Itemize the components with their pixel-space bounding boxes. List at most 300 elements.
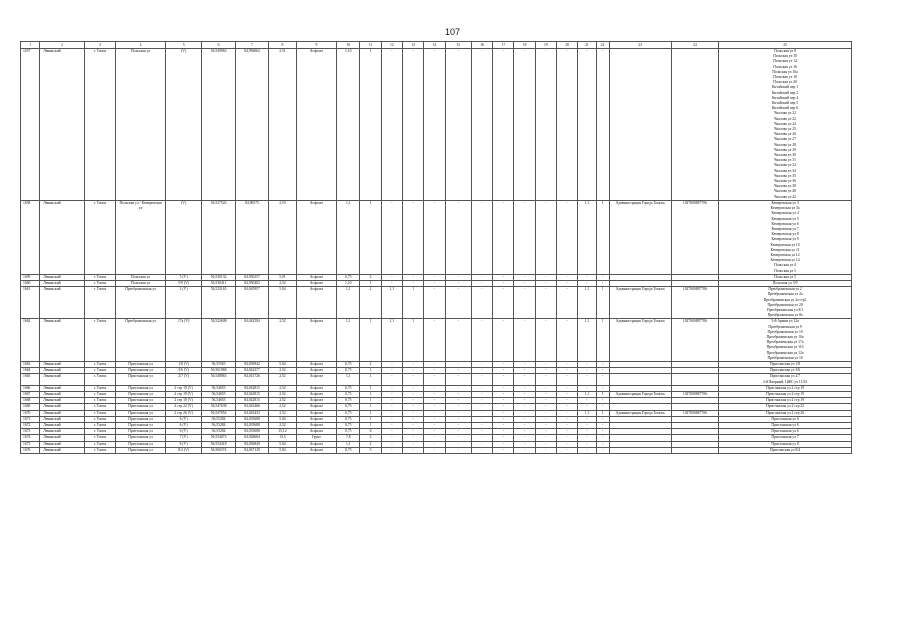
table-cell-col-13: -: [402, 429, 423, 435]
table-cell-col-14: -: [424, 274, 445, 280]
table-cell-col-8: 13,5: [269, 435, 296, 441]
table-cell-col-3: г. Томск: [84, 319, 115, 362]
address-item: Чкалова ул 31: [774, 158, 796, 163]
page-number: 107: [444, 27, 461, 37]
table-cell-col-6: 56,547854: [202, 410, 235, 416]
table-cell-col-5: 17а (V): [165, 319, 201, 362]
table-cell-col-21: -: [578, 435, 596, 441]
table-cell-col-2: Ленинский: [40, 398, 85, 404]
table-cell-col-11: 1: [360, 392, 381, 398]
table-cell-col-9: Асфальт: [296, 392, 337, 398]
table-cell-col-3: г. Томск: [84, 392, 115, 398]
table-cell-col-6: 56,527543: [202, 200, 235, 274]
column-number-20: 20: [557, 42, 578, 49]
table-cell-col-12: -: [381, 410, 402, 416]
table-cell-col-20: -: [557, 441, 578, 447]
table-cell-col-20: -: [557, 404, 578, 410]
table-cell-col-3: г. Томск: [84, 274, 115, 280]
table-cell-col-18: -: [514, 361, 535, 367]
table-cell-col-9: Асфальт: [296, 280, 337, 286]
table-cell-col-19: -: [535, 319, 556, 362]
table-cell-col-2: Ленинский: [40, 280, 85, 286]
table-cell-col-21: -: [578, 416, 596, 422]
table-cell-col-20: -: [557, 49, 578, 201]
column-number-15: 15: [445, 42, 471, 49]
table-cell-col-1: 1669: [21, 404, 40, 410]
column-number-22: 22: [596, 42, 609, 49]
column-number-1: 1: [21, 42, 40, 49]
column-number-8: 8: [269, 42, 296, 49]
table-cell-col-8: 5,01: [269, 274, 296, 280]
table-cell-col-10: 1,1: [337, 319, 360, 362]
table-cell-col-20: -: [557, 200, 578, 274]
table-cell-col-13: -: [402, 274, 423, 280]
table-cell-col-1: 1676: [21, 447, 40, 453]
table-cell-col-22: -: [596, 416, 609, 422]
table-cell-col-3: г. Томск: [84, 435, 115, 441]
address-list: [720, 392, 850, 397]
table-cell-col-22: -: [596, 423, 609, 429]
table-cell-col-10: 0,75: [337, 416, 360, 422]
table-cell-col-22: -: [596, 385, 609, 391]
table-cell-col-13: -: [402, 441, 423, 447]
table-cell-col-20: -: [557, 385, 578, 391]
table-cell-col-18: -: [514, 374, 535, 385]
table-cell-col-7: 84,041726: [235, 374, 268, 385]
table-cell-col-7: 84,042815: [235, 385, 268, 391]
table-cell-col-19: -: [535, 416, 556, 422]
table-cell-col-16: -: [471, 398, 492, 404]
table-cell-col-10: 0,75: [337, 385, 360, 391]
table-cell-col-23: Администрация Города Томска: [609, 200, 671, 274]
table-cell-col-8: 2,52: [269, 423, 296, 429]
table-cell-col-8: 5,04: [269, 441, 296, 447]
address-item: Китайский пер 4: [771, 95, 799, 100]
table-row: [21, 319, 852, 362]
table-cell-col-5: 1/8 (V): [165, 361, 201, 367]
address-item: Преображенская ул 12а: [766, 350, 804, 355]
table-cell-col-18: -: [514, 410, 535, 416]
table-cell-col-25: [719, 200, 852, 274]
table-cell-col-17: -: [493, 274, 514, 280]
table-cell-col-21: -: [578, 429, 596, 435]
address-item: Пристанская ул 7: [771, 435, 799, 440]
address-item: Кемеровская ул 6: [771, 221, 799, 226]
address-list: [720, 281, 850, 286]
table-cell-col-4: Пристанская ул: [116, 398, 166, 404]
table-cell-col-17: -: [493, 392, 514, 398]
table-cell-col-3: г. Томск: [84, 398, 115, 404]
table-cell-col-9: Асфальт: [296, 274, 337, 280]
table-cell-col-19: -: [535, 392, 556, 398]
table-cell-col-13: -: [402, 435, 423, 441]
table-cell-col-2: Ленинский: [40, 441, 85, 447]
table-cell-col-9: Асфальт: [296, 429, 337, 435]
address-item: Преображенская ул 8/1: [766, 307, 804, 312]
address-item: Китайский пер 1: [771, 85, 799, 90]
table-cell-col-13: -: [402, 361, 423, 367]
table-cell-col-17: -: [493, 410, 514, 416]
address-item: Преображенская ул 10а: [766, 334, 804, 339]
table-cell-col-4: Пристанская ул: [116, 361, 166, 367]
table-cell-col-5: (V): [165, 49, 201, 201]
table-cell-col-17: -: [493, 429, 514, 435]
table-cell-col-21: 1,1: [578, 410, 596, 416]
table-cell-col-12: -: [381, 423, 402, 429]
column-number-7: 7: [235, 42, 268, 49]
address-item: Пристанская ул 2 стр 19: [766, 392, 805, 396]
column-number-16: 16: [471, 42, 492, 49]
table-cell-col-25: [719, 374, 852, 385]
table-cell-col-13: -: [402, 392, 423, 398]
table-cell-col-5: 2 стр 19 (V): [165, 385, 201, 391]
table-cell-col-12: -: [381, 416, 402, 422]
table-cell-col-23: [609, 447, 671, 453]
table-row: [21, 374, 852, 385]
table-cell-col-10: 1,1: [337, 374, 360, 385]
table-cell-col-7: 84,035688: [235, 429, 268, 435]
table-cell-col-6: 56,522608: [202, 319, 235, 362]
table-cell-col-20: -: [557, 410, 578, 416]
table-cell-col-3: г. Томск: [84, 361, 115, 367]
table-cell-col-15: -: [445, 49, 471, 201]
table-cell-col-7: 84,047129: [235, 447, 268, 453]
address-item: Пристанская ул 6: [771, 429, 799, 434]
address-list: [720, 417, 850, 422]
address-item: Китайский пер 6: [771, 106, 799, 111]
address-item: Чкалова ул 30: [774, 153, 796, 158]
table-cell-col-14: -: [424, 441, 445, 447]
table-cell-col-25: [719, 447, 852, 453]
table-cell-col-22: 1: [596, 200, 609, 274]
table-cell-col-15: -: [445, 287, 471, 319]
address-item: Кемеровская ул 4: [771, 211, 799, 216]
table-cell-col-4: Пристанская ул: [116, 416, 166, 422]
table-cell-col-9: Асфальт: [296, 361, 337, 367]
address-item: Кемеровская ул 9: [771, 237, 799, 242]
table-cell-col-11: 1: [360, 416, 381, 422]
table-cell-col-3: г. Томск: [84, 423, 115, 429]
table-cell-col-19: -: [535, 398, 556, 404]
table-cell-col-18: -: [514, 368, 535, 374]
table-cell-col-16: -: [471, 385, 492, 391]
table-cell-col-1: 1670: [21, 410, 40, 416]
table-cell-col-5: 5 (V): [165, 274, 201, 280]
table-cell-col-13: -: [402, 368, 423, 374]
table-cell-col-1: 1663: [21, 361, 40, 367]
table-cell-col-21: 1,1: [578, 287, 596, 319]
table-cell-col-21: -: [578, 374, 596, 385]
table-cell-col-2: Ленинский: [40, 368, 85, 374]
table-cell-col-24: 1027000887706: [671, 287, 719, 319]
address-item: Чкалова ул 29: [774, 147, 796, 152]
table-cell-col-18: -: [514, 49, 535, 201]
table-cell-col-9: Асфальт: [296, 200, 337, 274]
table-cell-col-20: -: [557, 374, 578, 385]
table-cell-col-8: 2,51: [269, 49, 296, 201]
table-cell-col-15: -: [445, 441, 471, 447]
table-cell-col-1: 1661: [21, 287, 40, 319]
table-cell-col-8: 2,52: [269, 368, 296, 374]
table-cell-col-11: 2: [360, 435, 381, 441]
address-item: Пристанская ул 2 стр 26: [766, 410, 805, 415]
address-item: Кемеровская ул 14: [770, 258, 800, 263]
table-cell-col-22: -: [596, 404, 609, 410]
table-cell-col-6: 56,530411: [202, 280, 235, 286]
table-cell-col-11: 1: [360, 398, 381, 404]
address-item: Польская ул 5: [774, 268, 797, 273]
table-cell-col-12: -: [381, 398, 402, 404]
table-cell-col-12: -: [381, 49, 402, 201]
address-item: Польская ул 5: [774, 274, 797, 279]
table-cell-col-19: -: [535, 368, 556, 374]
address-list: [720, 386, 850, 391]
table-cell-col-8: 2,52: [269, 319, 296, 362]
table-cell-col-2: Ленинский: [40, 410, 85, 416]
table-cell-col-8: 5,04: [269, 287, 296, 319]
table-cell-col-8: 2,52: [269, 410, 296, 416]
address-item: Китайский пер 5: [771, 101, 799, 106]
table-cell-col-4: Преображенская ул: [116, 319, 166, 362]
address-item: Кемеровская ул 5: [771, 216, 799, 221]
table-cell-col-16: -: [471, 392, 492, 398]
table-cell-col-15: -: [445, 410, 471, 416]
table-cell-col-4: Польская ул: [116, 280, 166, 286]
table-cell-col-14: -: [424, 447, 445, 453]
table-cell-col-7: 84,956062: [235, 49, 268, 201]
table-cell-col-7: 84,039942: [235, 361, 268, 367]
table-cell-col-10: 0,75: [337, 368, 360, 374]
table-cell-col-16: -: [471, 416, 492, 422]
column-number-17: 17: [493, 42, 514, 49]
table-cell-col-21: 1,1: [578, 200, 596, 274]
address-item: Чкалова ул 35: [774, 173, 796, 178]
table-cell-col-8: 2,52: [269, 374, 296, 385]
table-cell-col-23: [609, 49, 671, 201]
table-cell-col-15: -: [445, 280, 471, 286]
table-cell-col-19: -: [535, 287, 556, 319]
address-item: Пристанская ул 2/7: [769, 374, 801, 379]
table-cell-col-20: -: [557, 398, 578, 404]
table-cell-col-16: -: [471, 435, 492, 441]
table-cell-col-18: -: [514, 200, 535, 274]
table-cell-col-13: -: [402, 398, 423, 404]
table-cell-col-20: -: [557, 287, 578, 319]
table-cell-col-9: Асфальт: [296, 441, 337, 447]
table-cell-col-23: Администрация Города Томска: [609, 287, 671, 319]
table-cell-col-7: 84,035688: [235, 416, 268, 422]
table-cell-col-5: 7 (V): [165, 435, 201, 441]
table-cell-col-4: Пристанская ул: [116, 374, 166, 385]
table-cell-col-15: -: [445, 319, 471, 362]
address-list: [720, 368, 850, 373]
table-cell-col-4: Пристанская ул: [116, 423, 166, 429]
table-cell-col-10: 1,1: [337, 441, 360, 447]
table-cell-col-3: г. Томск: [84, 385, 115, 391]
table-cell-col-19: -: [535, 280, 556, 286]
table-cell-col-2: Ленинский: [40, 404, 85, 410]
table-cell-col-13: -: [402, 447, 423, 453]
table-cell-col-24: 1027000887706: [671, 410, 719, 416]
table-cell-col-18: -: [514, 319, 535, 362]
table-cell-col-1: 1666: [21, 385, 40, 391]
table-cell-col-7: 84,042815: [235, 398, 268, 404]
table-cell-col-6: 56,561968: [202, 368, 235, 374]
table-cell-col-4: Пристанская ул: [116, 368, 166, 374]
address-item: Пристанская ул 8: [771, 441, 799, 446]
table-cell-col-12: -: [381, 274, 402, 280]
table-cell-col-13: -: [402, 416, 423, 422]
table-cell-col-14: -: [424, 49, 445, 201]
address-list: [720, 442, 850, 447]
column-number-12: 12: [381, 42, 402, 49]
table-cell-col-5: 2/7 (V): [165, 374, 201, 385]
table-cell-col-9: Асфальт: [296, 416, 337, 422]
table-cell-col-1: 1662: [21, 319, 40, 362]
table-cell-col-6: 56,549963: [202, 49, 235, 201]
table-cell-col-18: -: [514, 441, 535, 447]
table-cell-col-5: 8/4 (V): [165, 447, 201, 453]
address-list: [720, 374, 850, 384]
address-item: Пристанская ул 2 стр 19: [766, 385, 805, 390]
table-cell-col-16: -: [471, 49, 492, 201]
table-cell-col-14: -: [424, 423, 445, 429]
table-cell-col-5: 6 (V): [165, 429, 201, 435]
table-cell-col-11: 2: [360, 287, 381, 319]
column-number-23: 23: [609, 42, 671, 49]
address-item: Польская ул 20: [773, 80, 797, 85]
address-item: Преображенская ул 2а стр1: [763, 297, 807, 302]
table-cell-col-17: -: [493, 361, 514, 367]
table-cell-col-9: Асфальт: [296, 447, 337, 453]
address-item: Преображенская ул 17а: [766, 340, 804, 345]
table-cell-col-11: 2: [360, 441, 381, 447]
table-cell-col-5: 2 стр 22 (V): [165, 404, 201, 410]
table-cell-col-8: 2,52: [269, 385, 296, 391]
table-cell-col-9: Асфальт: [296, 423, 337, 429]
address-item: Чкалова ул 34: [774, 168, 796, 173]
table-cell-col-5: 6 (V): [165, 416, 201, 422]
table-cell-col-6: 56,554073: [202, 435, 235, 441]
table-cell-col-16: -: [471, 368, 492, 374]
table-cell-col-2: Ленинский: [40, 287, 85, 319]
address-item: Польская ул 10: [773, 54, 797, 59]
column-number-24: 24: [671, 42, 719, 49]
table-cell-col-14: -: [424, 361, 445, 367]
table-cell-col-22: -: [596, 274, 609, 280]
table-cell-col-6: 56,530132: [202, 274, 235, 280]
table-cell-col-13: -: [402, 404, 423, 410]
table-cell-col-22: -: [596, 368, 609, 374]
table-cell-col-10: 0,75: [337, 398, 360, 404]
table-cell-col-17: -: [493, 200, 514, 274]
table-cell-col-4: Польская ул: [116, 49, 166, 201]
table-cell-col-9: Асфальт: [296, 410, 337, 416]
table-cell-col-1: 1674: [21, 435, 40, 441]
table-cell-col-19: -: [535, 274, 556, 280]
table-cell-col-18: -: [514, 280, 535, 286]
table-cell-col-20: -: [557, 423, 578, 429]
table-cell-col-2: Ленинский: [40, 392, 85, 398]
table-cell-col-1: 1658: [21, 200, 40, 274]
table-cell-col-4: Преображенская ул: [116, 287, 166, 319]
table-cell-col-9: Асфальт: [296, 368, 337, 374]
table-cell-col-5: (V): [165, 200, 201, 274]
table-cell-col-21: -: [578, 280, 596, 286]
table-cell-col-1: 1672: [21, 423, 40, 429]
table-cell-col-14: -: [424, 368, 445, 374]
table-cell-col-24: [671, 374, 719, 385]
table-cell-col-18: -: [514, 416, 535, 422]
table-cell-col-1: 1667: [21, 392, 40, 398]
address-item: Пристанская ул 6: [771, 416, 799, 421]
table-cell-col-2: Ленинский: [40, 374, 85, 385]
table-cell-col-10: 0,75: [337, 392, 360, 398]
table-cell-col-2: Ленинский: [40, 447, 85, 453]
table-cell-col-17: -: [493, 368, 514, 374]
table-cell-col-3: г. Томск: [84, 429, 115, 435]
table-cell-col-5: 8 (V): [165, 441, 201, 447]
table-row: [21, 49, 852, 201]
table-cell-col-24: 1027000887706: [671, 392, 719, 398]
address-item: Преображенская ул 2а: [767, 292, 803, 297]
table-cell-col-8: 2,52: [269, 280, 296, 286]
table-cell-col-7: 84,042815: [235, 392, 268, 398]
table-cell-col-9: Асфальт: [296, 287, 337, 319]
table-cell-col-11: 1: [360, 200, 381, 274]
table-cell-col-21: -: [578, 361, 596, 367]
table-cell-col-6: 56,554418: [202, 441, 235, 447]
table-cell-col-6: 56,55565: [202, 361, 235, 367]
table-cell-col-12: -: [381, 435, 402, 441]
table-cell-col-9: Асфальт: [296, 404, 337, 410]
table-cell-col-13: -: [402, 423, 423, 429]
address-list: [720, 275, 850, 280]
column-number-4: 4: [116, 42, 166, 49]
table-cell-col-25: [719, 287, 852, 319]
column-number-25: 25: [719, 42, 852, 49]
table-cell-col-9: Грунт: [296, 435, 337, 441]
table-cell-col-2: Ленинский: [40, 429, 85, 435]
table-cell-col-14: -: [424, 200, 445, 274]
table-cell-col-20: -: [557, 361, 578, 367]
table-cell-col-3: г. Томск: [84, 200, 115, 274]
address-item: Чкалова ул 27: [774, 137, 796, 142]
table-cell-col-10: 1,1: [337, 287, 360, 319]
table-cell-col-12: -: [381, 361, 402, 367]
table-cell-col-10: 0,75: [337, 274, 360, 280]
address-item: Чкалова ул 24: [774, 121, 796, 126]
table-cell-col-1: 1659: [21, 274, 40, 280]
table-cell-col-12: -: [381, 404, 402, 410]
table-cell-col-12: -: [381, 447, 402, 453]
table-cell-col-7: 84,96575: [235, 200, 268, 274]
table-cell-col-13: -: [402, 200, 423, 274]
table-cell-col-3: г. Томск: [84, 416, 115, 422]
column-number-13: 13: [402, 42, 423, 49]
table-cell-col-21: -: [578, 398, 596, 404]
table-cell-col-6: 56,54655: [202, 392, 235, 398]
table-cell-col-22: -: [596, 429, 609, 435]
address-list: [720, 411, 850, 416]
table-cell-col-12: -: [381, 392, 402, 398]
table-cell-col-5: 2 стр 19 (V): [165, 392, 201, 398]
table-cell-col-2: Ленинский: [40, 319, 85, 362]
address-item: Чкалова ул 22: [774, 116, 796, 121]
table-cell-col-19: -: [535, 423, 556, 429]
table-cell-col-18: -: [514, 287, 535, 319]
table-cell-col-9: Асфальт: [296, 319, 337, 362]
